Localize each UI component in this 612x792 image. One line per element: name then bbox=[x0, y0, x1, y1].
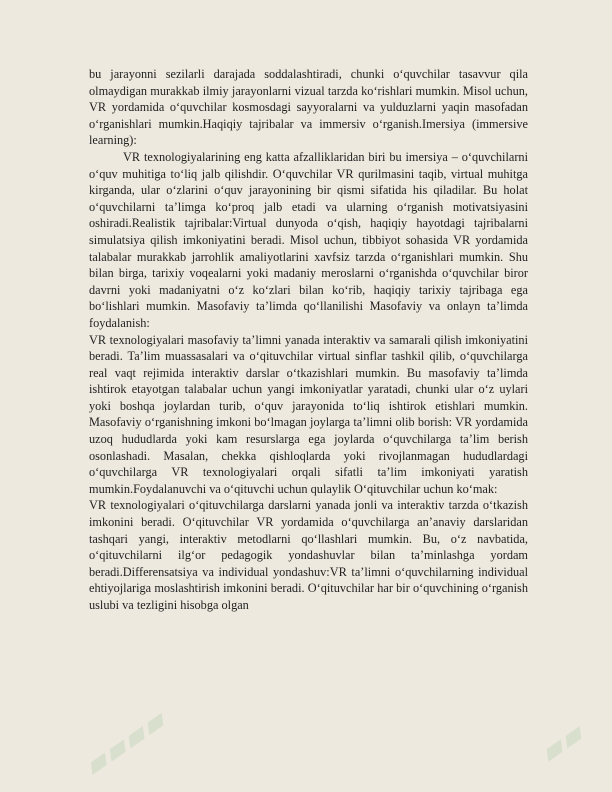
paragraph-2: VR texnologiyalarining eng katta afzalliklaridan biri bu imersiya – oʻquvchilarni oʻquv muhitiga toʻliq jalb qilishdir. Oʻquvchilar VR qurilmasini taqib, virtual muhitga kirganda, ular oʻzlarini oʻquv jarayonining bir qismi sifatida his qiladilar. Bu holat oʻquvchilarni taʼlimga koʻproq jalb etadi va ularning oʻrganish motivatsiyasini oshiradi.Realistik tajribalar:Virtual dunyoda oʻqish, haqiqiy hayotdagi tajribalarni simulatsiya qilish imkoniyatini beradi. Misol uchun, tibbiyot sohasida VR yordamida talabalar murakkab jarrohlik amaliyotlarini xavfsiz tarzda oʻrganishlari mumkin. Shu bilan birga, tarixiy voqealarni yoki madaniy meroslarni oʻrganishda oʻquvchilar biror davrni yoki madaniyatni oʻz koʻzlari bilan koʻrib, haqiqiy tarixiy tajribaga ega boʻlishlari mumkin. Masofaviy taʼlimda qoʻllanilishi Masofaviy va onlayn taʼlimda foydalanish: bbox=[89, 149, 528, 330]
paragraph-4: VR texnologiyalari oʻqituvchilarga darslarni yanada jonli va interaktiv tarzda oʻtkazish imkonini beradi. Oʻqituvchilar VR yordamida oʻquvchilarga anʼanaviy darslaridan tashqari yangi, interaktiv metodlarni qoʻllashlari mumkin. Bu, oʻz navbatida, oʻqituvchilarni ilgʻor pedagogik yondashuvlar bilan taʼminlashga yordam beradi.Differensatsiya va individual yondashuv:VR taʼlimni oʻquvchilarning individual ehtiyojlariga moslashtirish imkonini beradi. Oʻqituvchilar har bir oʻquvchining oʻrganish uslubi va tezligini hisobga olgan bbox=[89, 498, 528, 612]
watermark-mark: ▰▰▰▰ bbox=[78, 702, 174, 783]
paragraph-3: VR texnologiyalari masofaviy taʼlimni yanada interaktiv va samarali qilish imkoniyatini beradi. Taʼlim muassasalari va oʻqituvchilar virtual sinflar tashkil qilib, oʻquvchilarga real vaqt rejimida interaktiv darslar oʻtkazishlari mumkin. Bu masofaviy taʼlimda ishtirok etayotgan talabalar uchun yangi imkoniyatlar yaratadi, chunki ular oʻz uylari yoki boshqa joylardan turib, oʻquv jarayonida toʻliq ishtirok etishlari mumkin. Masofaviy oʻrganishning imkoni boʻlmagan joylarga taʼlimni olib borish: VR yordamida uzoq hududlarda yoki kam resurslarga ega joylarda oʻquvchilarga taʼlim berish osonlashadi. Masalan, chekka qishloqlarda yoki rivojlanmagan hududlardagi oʻquvchilarga VR texnologiyalari orqali sifatli taʼlim imkoniyati yaratish mumkin.Foydalanuvchi va oʻqituvchi uchun qulaylik Oʻqituvchilar uchun koʻmak: bbox=[89, 332, 528, 496]
watermark-mark: ▰▰ bbox=[534, 715, 592, 770]
document-body bbox=[89, 66, 528, 614]
paragraph-1: bu jarayonni sezilarli darajada soddalashtiradi, chunki oʻquvchilar tasavvur qila olmaydigan murakkab ilmiy jarayonlarni vizual tarzda koʻrishlari mumkin. Misol uchun, VR yordamida oʻquvchilar kosmosdagi sayyoralarni va yulduzlarni yaqin masofadan oʻrganishlari mumkin.Haqiqiy tajribalar va immersiv oʻrganish.Imersiya (immersive learning): bbox=[89, 67, 528, 148]
